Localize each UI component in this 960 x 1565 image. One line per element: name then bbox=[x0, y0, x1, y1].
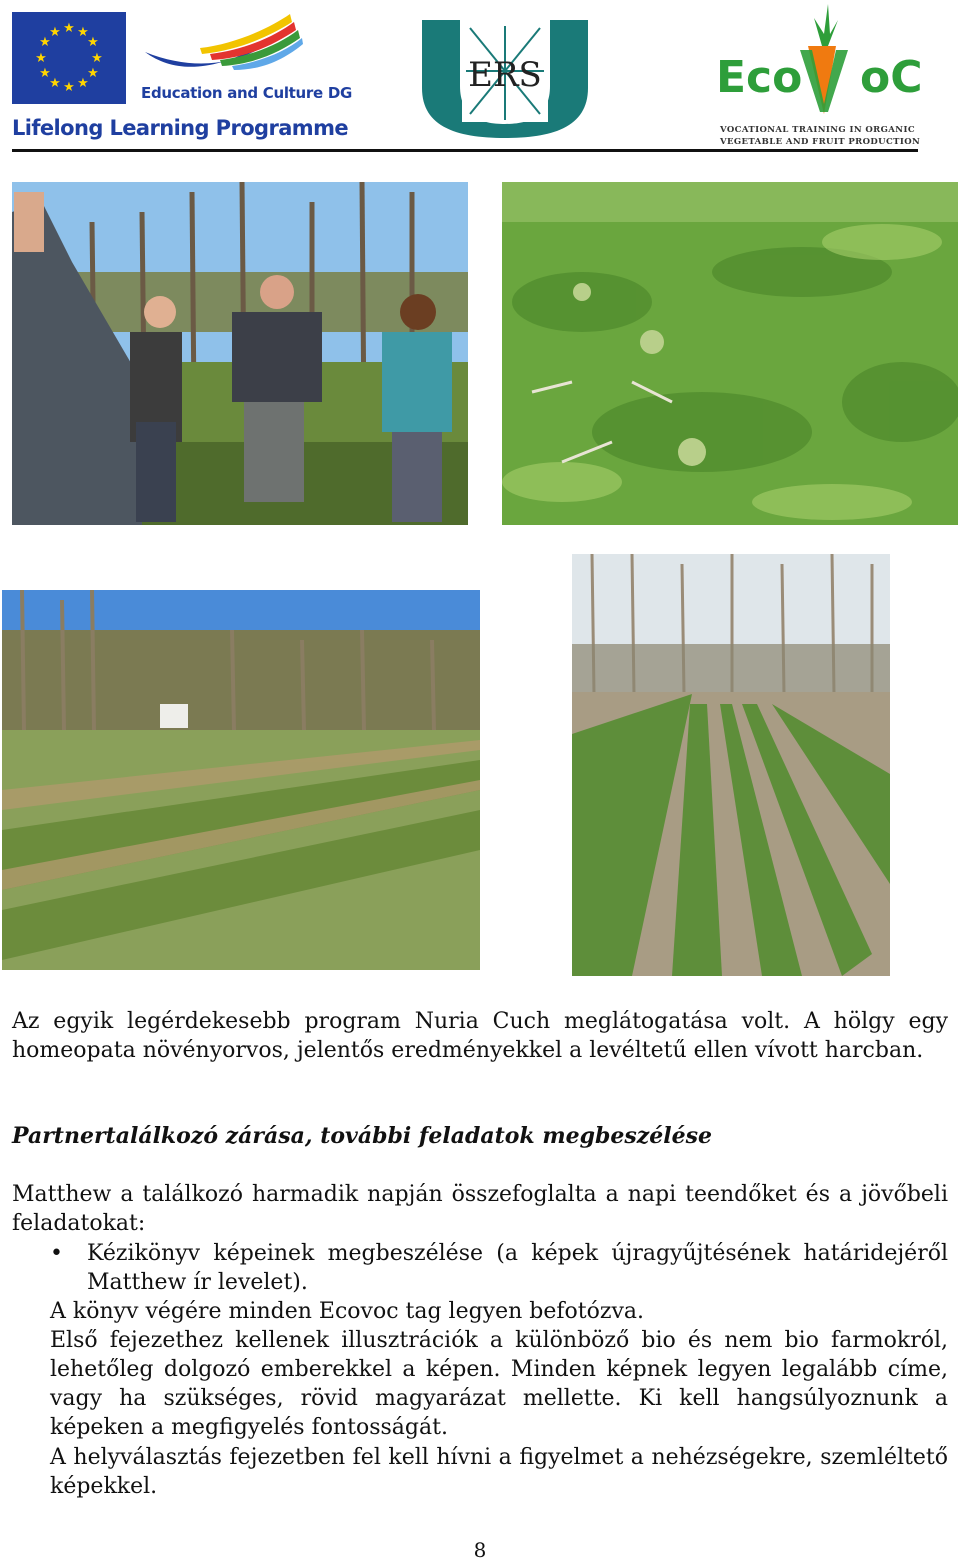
svg-text:★: ★ bbox=[49, 25, 61, 40]
svg-text:★: ★ bbox=[91, 51, 103, 66]
svg-text:★: ★ bbox=[49, 76, 61, 91]
lifelong-learning-label: Lifelong Learning Programme bbox=[12, 116, 349, 140]
hse-partner-logo bbox=[420, 16, 590, 140]
eu-stars bbox=[12, 12, 126, 104]
ecovoc-tagline: VOCATIONAL TRAINING IN ORGANIC VEGETABLE AND FRUIT PRODUCTION bbox=[720, 125, 921, 147]
task-line-3: A helyválasztás fejezetben fel kell hívni a figyelmet a nehézségekre, szemléltető képekkel. bbox=[50, 1445, 948, 1499]
partner-letters: ERS bbox=[468, 55, 542, 95]
svg-text:oC: oC bbox=[860, 52, 922, 103]
ecovoc-logo bbox=[712, 0, 922, 118]
svg-text:★: ★ bbox=[39, 66, 51, 81]
svg-text:★: ★ bbox=[35, 51, 47, 66]
bullet-dot-icon: • bbox=[50, 1241, 63, 1266]
bullet-item: Kézikönyv képeinek megbeszélése (a képek újragyűjtésének határidejéről Matthew ír levelet). bbox=[87, 1241, 948, 1295]
svg-text:★: ★ bbox=[77, 25, 89, 40]
task-line-1: A könyv végére minden Ecovoc tag legyen befotózva. bbox=[50, 1299, 644, 1324]
photo-grass-close-up bbox=[502, 182, 958, 525]
page-number: 8 bbox=[473, 1538, 487, 1562]
header-divider bbox=[12, 149, 918, 152]
svg-text:★: ★ bbox=[63, 21, 75, 36]
photo-people-in-field bbox=[12, 182, 468, 525]
photo-field-with-shed bbox=[2, 590, 480, 970]
task-line-2: Első fejezethez kellenek illusztrációk a különböző bio és nem bio farmokról, lehetőleg dolgozó emberekkel a képen. Minden képnek legyen legalább címe, vagy ha szükséges, rövid magyarázat mellette. Ki kell hangsúlyoznunk a képeken a megfigyelés fontosságát. bbox=[50, 1328, 948, 1440]
eu-flag-logo bbox=[12, 12, 126, 104]
photo-planted-rows bbox=[572, 554, 890, 976]
intro-paragraph: Az egyik legérdekesebb program Nuria Cuch meglátogatása volt. A hölgy egy homeopata növényorvos, jelentős eredményekkel a levéltetű ellen vívott harcban. bbox=[12, 1009, 948, 1063]
svg-text:Eco: Eco bbox=[716, 52, 803, 103]
svg-text:★: ★ bbox=[39, 35, 51, 50]
page-header bbox=[0, 0, 960, 156]
svg-text:★: ★ bbox=[87, 66, 99, 81]
svg-text:★: ★ bbox=[63, 80, 75, 95]
svg-text:★: ★ bbox=[77, 76, 89, 91]
education-culture-label: Education and Culture DG bbox=[141, 84, 352, 102]
svg-text:★: ★ bbox=[87, 35, 99, 50]
section-heading: Partnertalálkozó zárása, további feladatok megbeszélése bbox=[12, 1123, 712, 1149]
summary-paragraph: Matthew a találkozó harmadik napján összefoglalta a napi teendőket és a jövőbeli feladatokat: bbox=[12, 1182, 948, 1236]
